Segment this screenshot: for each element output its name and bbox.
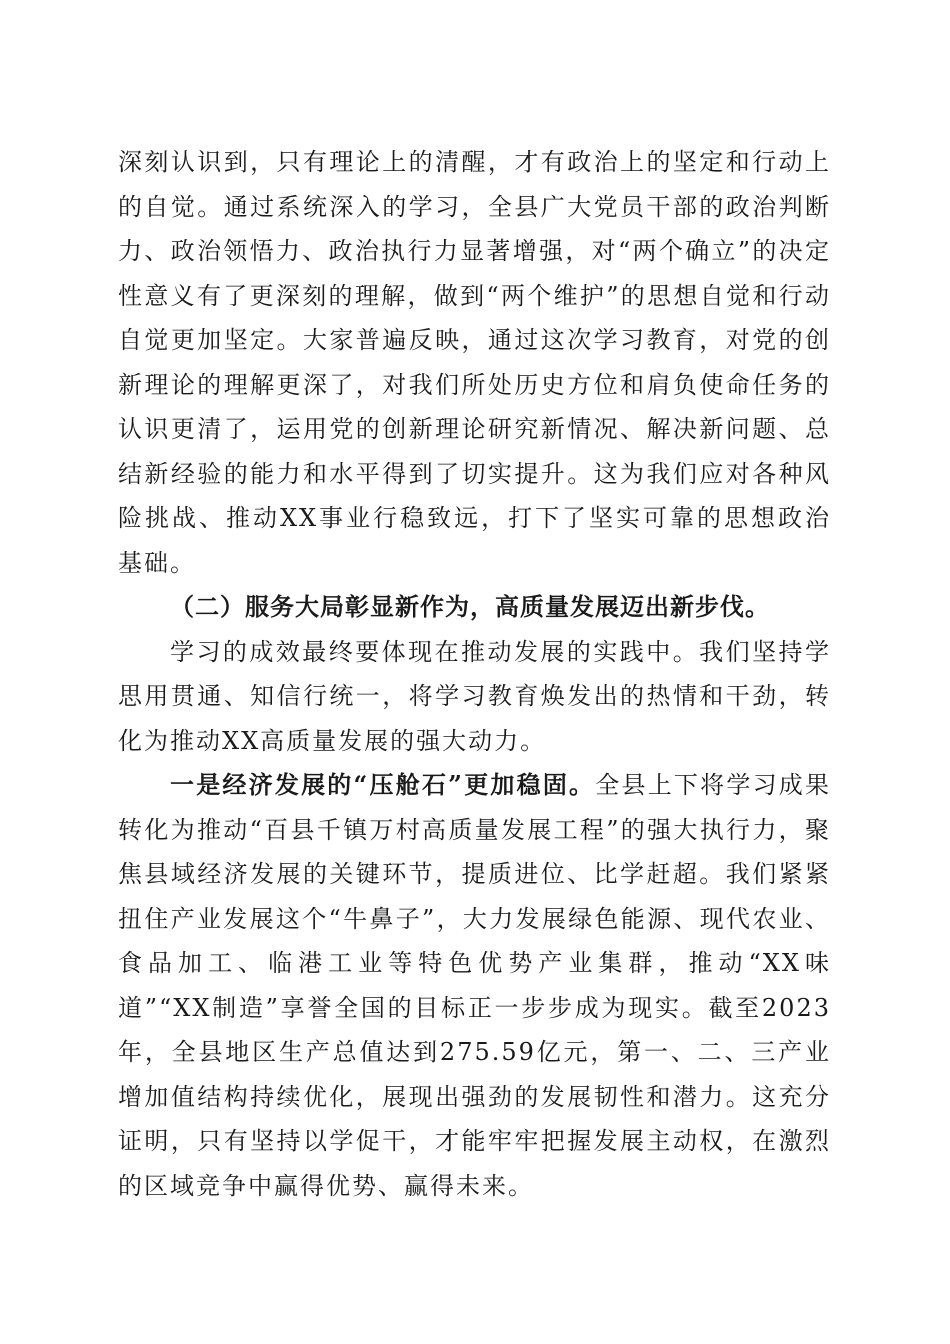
paragraph-intro: 学习的成效最终要体现在推动发展的实践中。我们坚持学思用贯通、知信行统一，将学习教育焕发出的热情和干劲，转化为推动XX高质量发展的强大动力。 bbox=[118, 637, 831, 755]
section-heading: （二）服务大局彰显新作为，高质量发展迈出新步伐。 bbox=[170, 592, 770, 621]
paragraph-body-text: 全县上下将学习成果转化为推动“百县千镇万村高质量发展工程”的强大执行力，聚焦县域经济发展的关键环节，提质进位、比学赶超。我们紧紧扭住产业发展这个“牛鼻子”，大力发展绿色能源、现代农业、食品加工、临港工业等特色优势产业集群，推动“XX味道”“XX制造”享誉全国的目标正一步步成为现实。截至2023年，全县地区生产总值达到275.59亿元，第一、二、三产业增加值结构持续优化，展现出强劲的发展韧性和潜力。这充分证明，只有坚持以学促干，才能牢牢把握发展主动权，在激烈的区域竞争中赢得优势、赢得未来。 bbox=[118, 771, 832, 1200]
paragraph-lead-phrase: 一是经济发展的“压舱石”更加稳固。 bbox=[170, 770, 596, 799]
paragraph-continued: 深刻认识到，只有理论上的清醒，才有政治上的坚定和行动上的自觉。通过系统深入的学习，全县广大党员干部的政治判断力、政治领悟力、政治执行力显著增强，对“两个确立”的决定性意义有了更深刻的理解，做到“两个维护”的思想自觉和行动自觉更加坚定。大家普遍反映，通过这次学习教育，对党的创新理论的理解更深了，对我们所处历史方位和肩负使命任务的认识更清了，运用党的创新理论研究新情况、解决新问题、总结新经验的能力和水平得到了切实提升。这为我们应对各种风险挑战、推动XX事业行稳致远，打下了坚实可靠的思想政治基础。 bbox=[118, 148, 831, 577]
document-body bbox=[118, 140, 831, 1208]
paragraph-economy bbox=[118, 763, 831, 1208]
